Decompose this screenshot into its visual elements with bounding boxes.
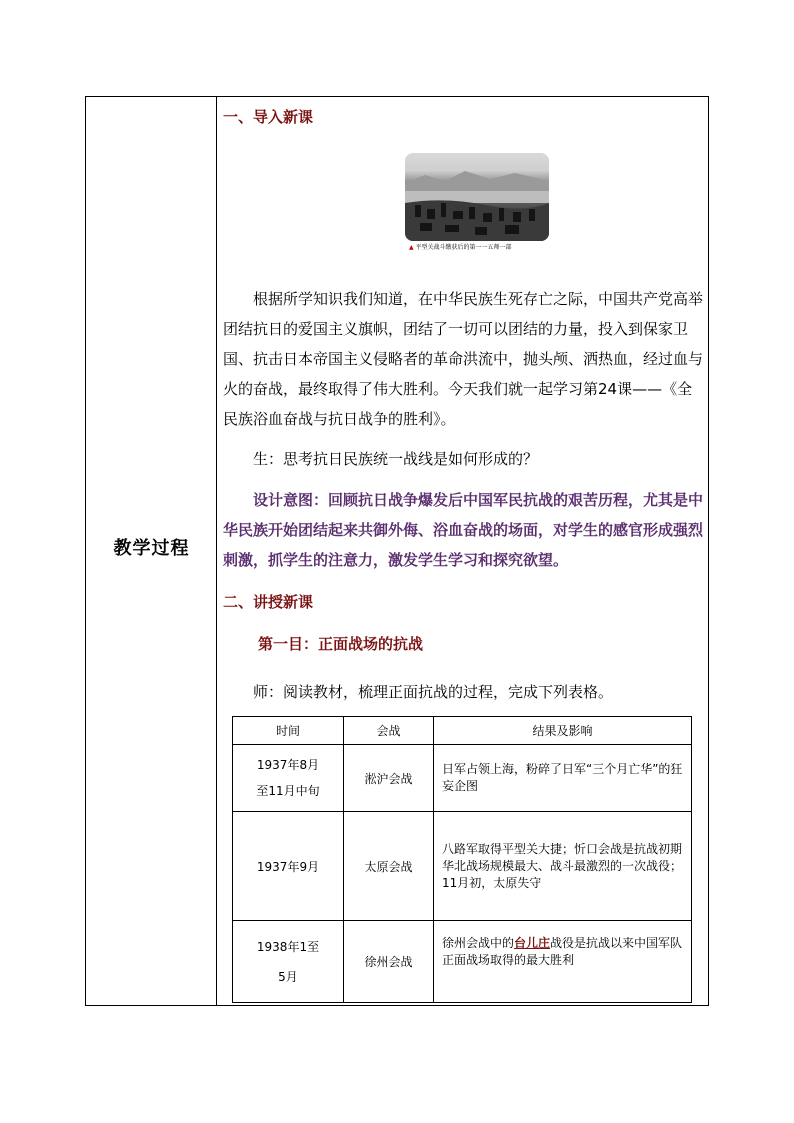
student-question: 生：思考抗日民族统一战线是如何形成的？	[253, 450, 539, 468]
header-time: 时间	[233, 717, 344, 745]
cell-result	[434, 921, 692, 1003]
photo-illustration	[405, 153, 549, 241]
table-row	[233, 812, 692, 921]
result-text: 战役是抗战以来中国军队正面战场取得的最大胜利	[442, 936, 683, 967]
time-line: 至11月中旬	[256, 784, 320, 798]
time-line: 1937年8月	[256, 758, 320, 772]
table-row	[233, 921, 692, 1003]
table-row	[233, 745, 692, 812]
section-heading-new: 二、讲授新课	[223, 593, 314, 611]
header-result: 结果及影响	[434, 717, 692, 745]
cell-battle: 淞沪会战	[344, 745, 434, 812]
intro-paragraph: 根据所学知识我们知道，在中华民族生死存亡之际，中国共产党高举团结抗日的爱国主义旗帜，团结了一切可以团结的力量，投入到保家卫国、抗击日本帝国主义侵略者的革命洪流中，抛头颅、洒热血，经过血与火的奋战，最终取得了伟大胜利。今天我们就一起学习第24课——《全民族浴血奋战与抗日战争的胜利》。	[223, 290, 704, 428]
cell-battle: 徐州会战	[344, 921, 434, 1003]
cell-time	[233, 745, 344, 812]
battle-table	[232, 716, 692, 1003]
lesson-plan-table	[85, 96, 709, 1006]
cell-battle: 太原会战	[344, 812, 434, 921]
highlight-place: 台儿庄	[514, 936, 551, 950]
cell-result: 日军占领上海，粉碎了日军“三个月亡华”的狂妄企图	[434, 745, 692, 812]
cell-result: 八路军取得平型关大捷；忻口会战是抗战初期华北战场规模最大、战斗最激烈的一次战役；11月初，太原失守	[434, 812, 692, 921]
historical-photo	[405, 153, 551, 251]
section-label: 教学过程	[113, 538, 190, 559]
result-text: 徐州会战中的	[442, 936, 515, 950]
table-header-row	[233, 717, 692, 745]
photo-image	[405, 153, 549, 241]
time-line: 1938年1至	[256, 939, 320, 954]
cell-time: 1937年9月	[233, 812, 344, 921]
cell-time	[233, 921, 344, 1003]
content-column	[217, 97, 708, 1005]
photo-caption	[409, 242, 512, 251]
header-battle: 会战	[344, 717, 434, 745]
left-column	[86, 97, 217, 1005]
design-intent: 设计意图：回顾抗日战争爆发后中国军民抗战的艰苦历程，尤其是中华民族开始团结起来共御外侮、浴血奋战的场面，对学生的感官形成强烈刺激，抓学生的注意力，激发学生学习和探究欲望。	[223, 491, 704, 569]
section-heading-intro: 一、导入新课	[223, 108, 314, 126]
subsection-heading: 第一目：正面战场的抗战	[258, 635, 424, 653]
caption-marker: ▲	[409, 244, 414, 251]
time-line: 5月	[278, 969, 298, 984]
teacher-instruction: 师：阅读教材，梳理正面抗战的过程，完成下列表格。	[253, 683, 614, 701]
caption-text: 平型关战斗缴获后的第一一五师一部	[415, 244, 512, 251]
